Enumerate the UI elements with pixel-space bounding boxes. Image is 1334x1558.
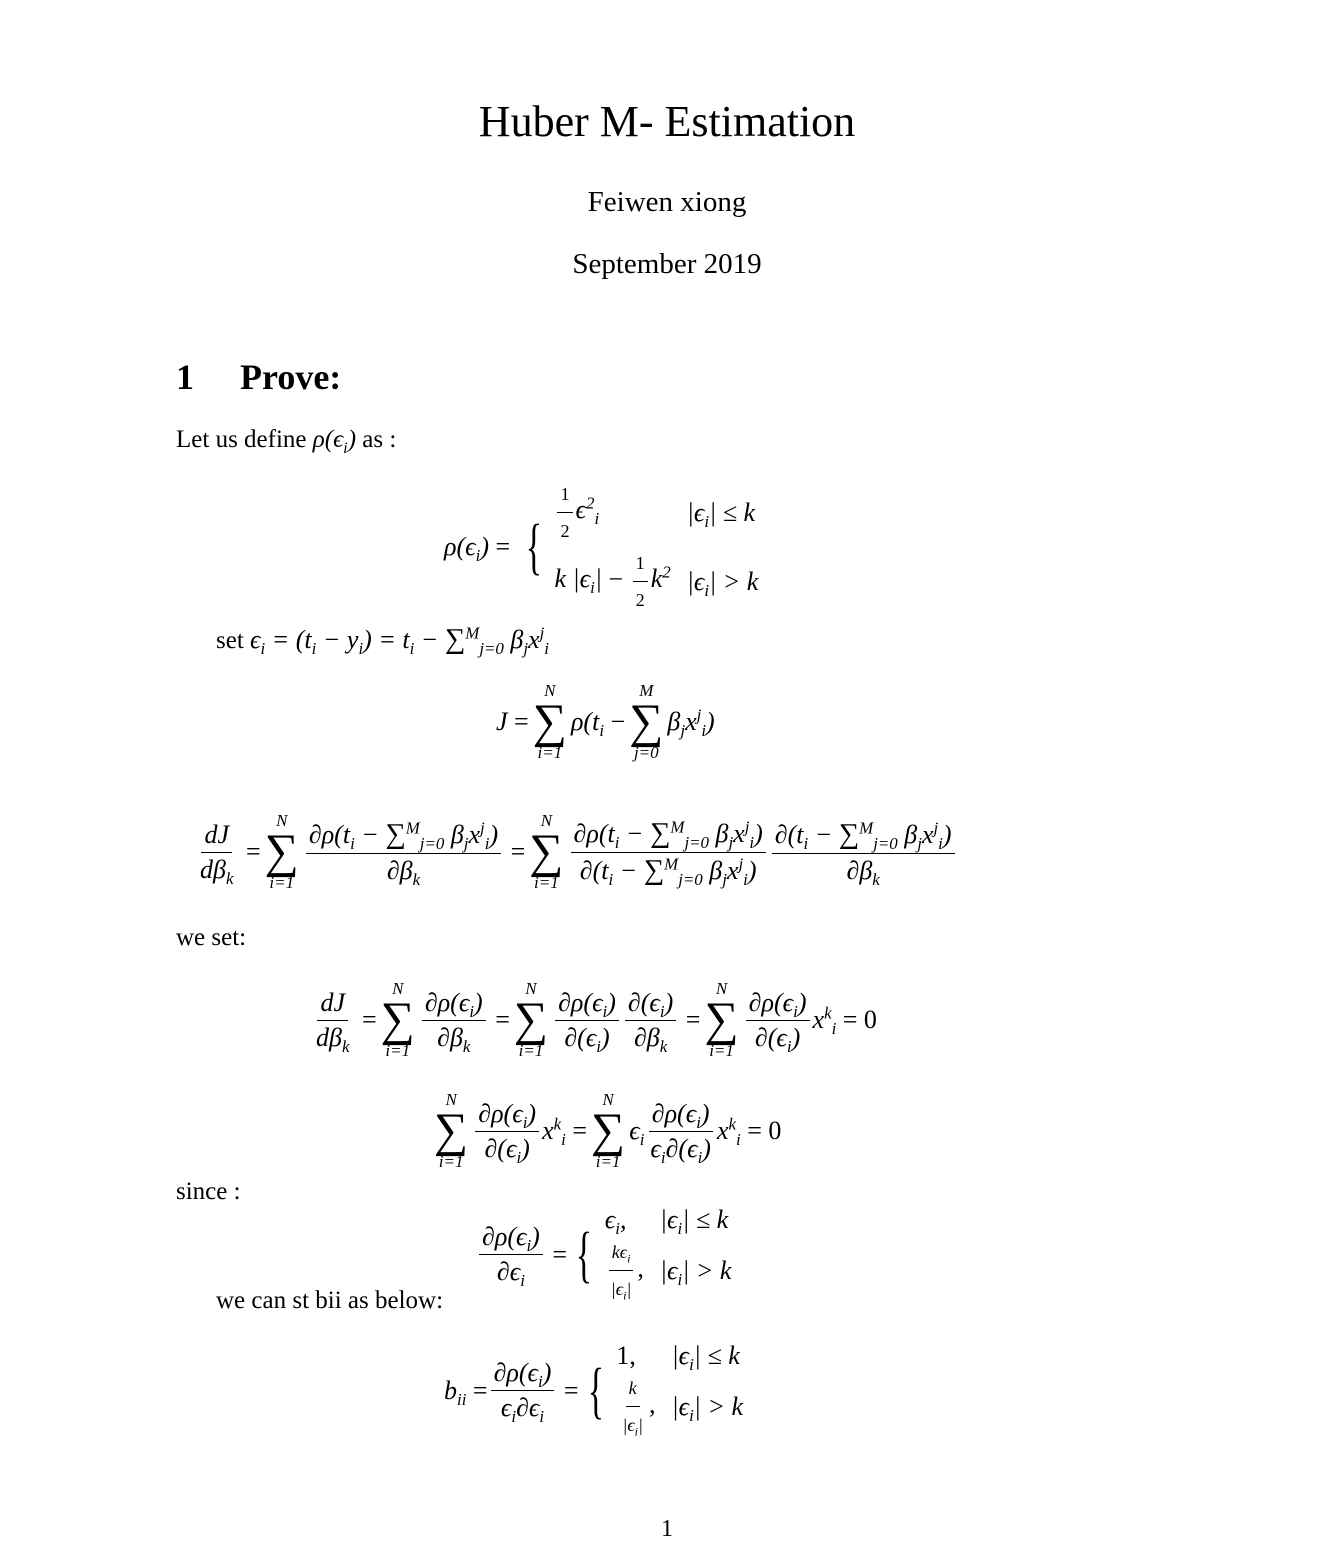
equation-rho-definition: $\rho(\epsilon_i)$ = { $\frac{1}{2}$ $\epsilon^2_i$ $|\epsilon_i| \le k$ k $|\epsilon_i|$ − $\frac{1}{2}$ $k^2$ $|\epsilon_i| > k$: [444, 478, 770, 616]
equation-dJ-chain-rule: $\frac{dJ}{d\beta_k}$ = N ∑ i=1 $\frac{\partial\rho(t_i - \sum^M_{j=0} \beta_jx^j_i)}{\partial\beta_k}$ = N ∑ i=1 $\frac{\partial\rho(t_i - \sum^M_{j=0} \beta_jx^j_i)}{\partial(t_i - \sum^M_{j=0} \beta_jx^j_i)}$ $\frac{\partial(t_i - \sum^M_{j=0} \beta_jx^j_i)}{\partial\beta_k}$: [194, 812, 958, 892]
page-number: 1: [661, 1516, 673, 1542]
paragraph-we-set: we set:: [176, 924, 247, 951]
section-title: Prove:: [240, 357, 342, 397]
equation-drho-cases: $\frac{\partial\rho(\epsilon_i)}{\partial\epsilon_i}$ = { $\epsilon_i$, $|\epsilon_i| \le k$ $\frac{k\epsilon_i}{|\epsilon_i|}$ , $|\epsilon_i| > k$: [476, 1204, 743, 1305]
rho-epsilon-inline: $\rho(\epsilon_i)$: [312, 426, 357, 457]
equation-epsilon-definition: set $\epsilon_i = (t_i - y_i) = t_i - \sum^M_{j=0}$ $\beta_jx^j_i$: [216, 623, 549, 659]
paragraph-define: Let us define $\rho(\epsilon_i)$ as :: [176, 426, 397, 457]
document-title: Huber M- Estimation: [478, 97, 856, 146]
equation-dJ-epsilon-2: N ∑ i=1 $\frac{\partial\rho(\epsilon_i)}{\partial(\epsilon_i)}$ $x^k_i$ = N ∑ i=1 $\epsilon_i$ $\frac{\partial\rho(\epsilon_i)}{\epsilon_i\partial(\epsilon_i)}$ $x^k_i$ = 0: [434, 1090, 782, 1171]
section-heading: [176, 356, 341, 398]
equation-dJ-epsilon: $\frac{dJ}{d\beta_k}$ = N ∑ i=1 $\frac{\partial\rho(\epsilon_i)}{\partial\beta_k}$ = N ∑ i=1 $\frac{\partial\rho(\epsilon_i)}{\partial(\epsilon_i)}$ $\frac{\partial(\epsilon_i)}{\partial\beta_k}$ = N ∑ i=1 $\frac{\partial\rho(\epsilon_i)}{\partial(\epsilon_i)}$ $x^k_i$ = 0: [316, 979, 877, 1060]
paragraph-we-can: we can st bii as below:: [216, 1287, 444, 1314]
document-date: September 2019: [572, 248, 762, 280]
paragraph-since: since :: [176, 1178, 241, 1205]
left-brace: {: [525, 513, 542, 581]
equation-J-definition: J = N ∑ i=1 $\rho(t_i$ − M ∑ j=0 $\beta_jx^j_i$): [496, 681, 715, 762]
section-number: 1: [176, 357, 194, 397]
document-author: Feiwen xiong: [587, 186, 747, 218]
equation-bii-cases: $b_{ii}$ = $\frac{\partial\rho(\epsilon_i)}{\epsilon_i\partial\epsilon_i}$ = { 1, $|\epsilon_i| \le k$ $\frac{k}{|\epsilon_i|}$ , $|\epsilon_i| > k$: [444, 1341, 744, 1439]
